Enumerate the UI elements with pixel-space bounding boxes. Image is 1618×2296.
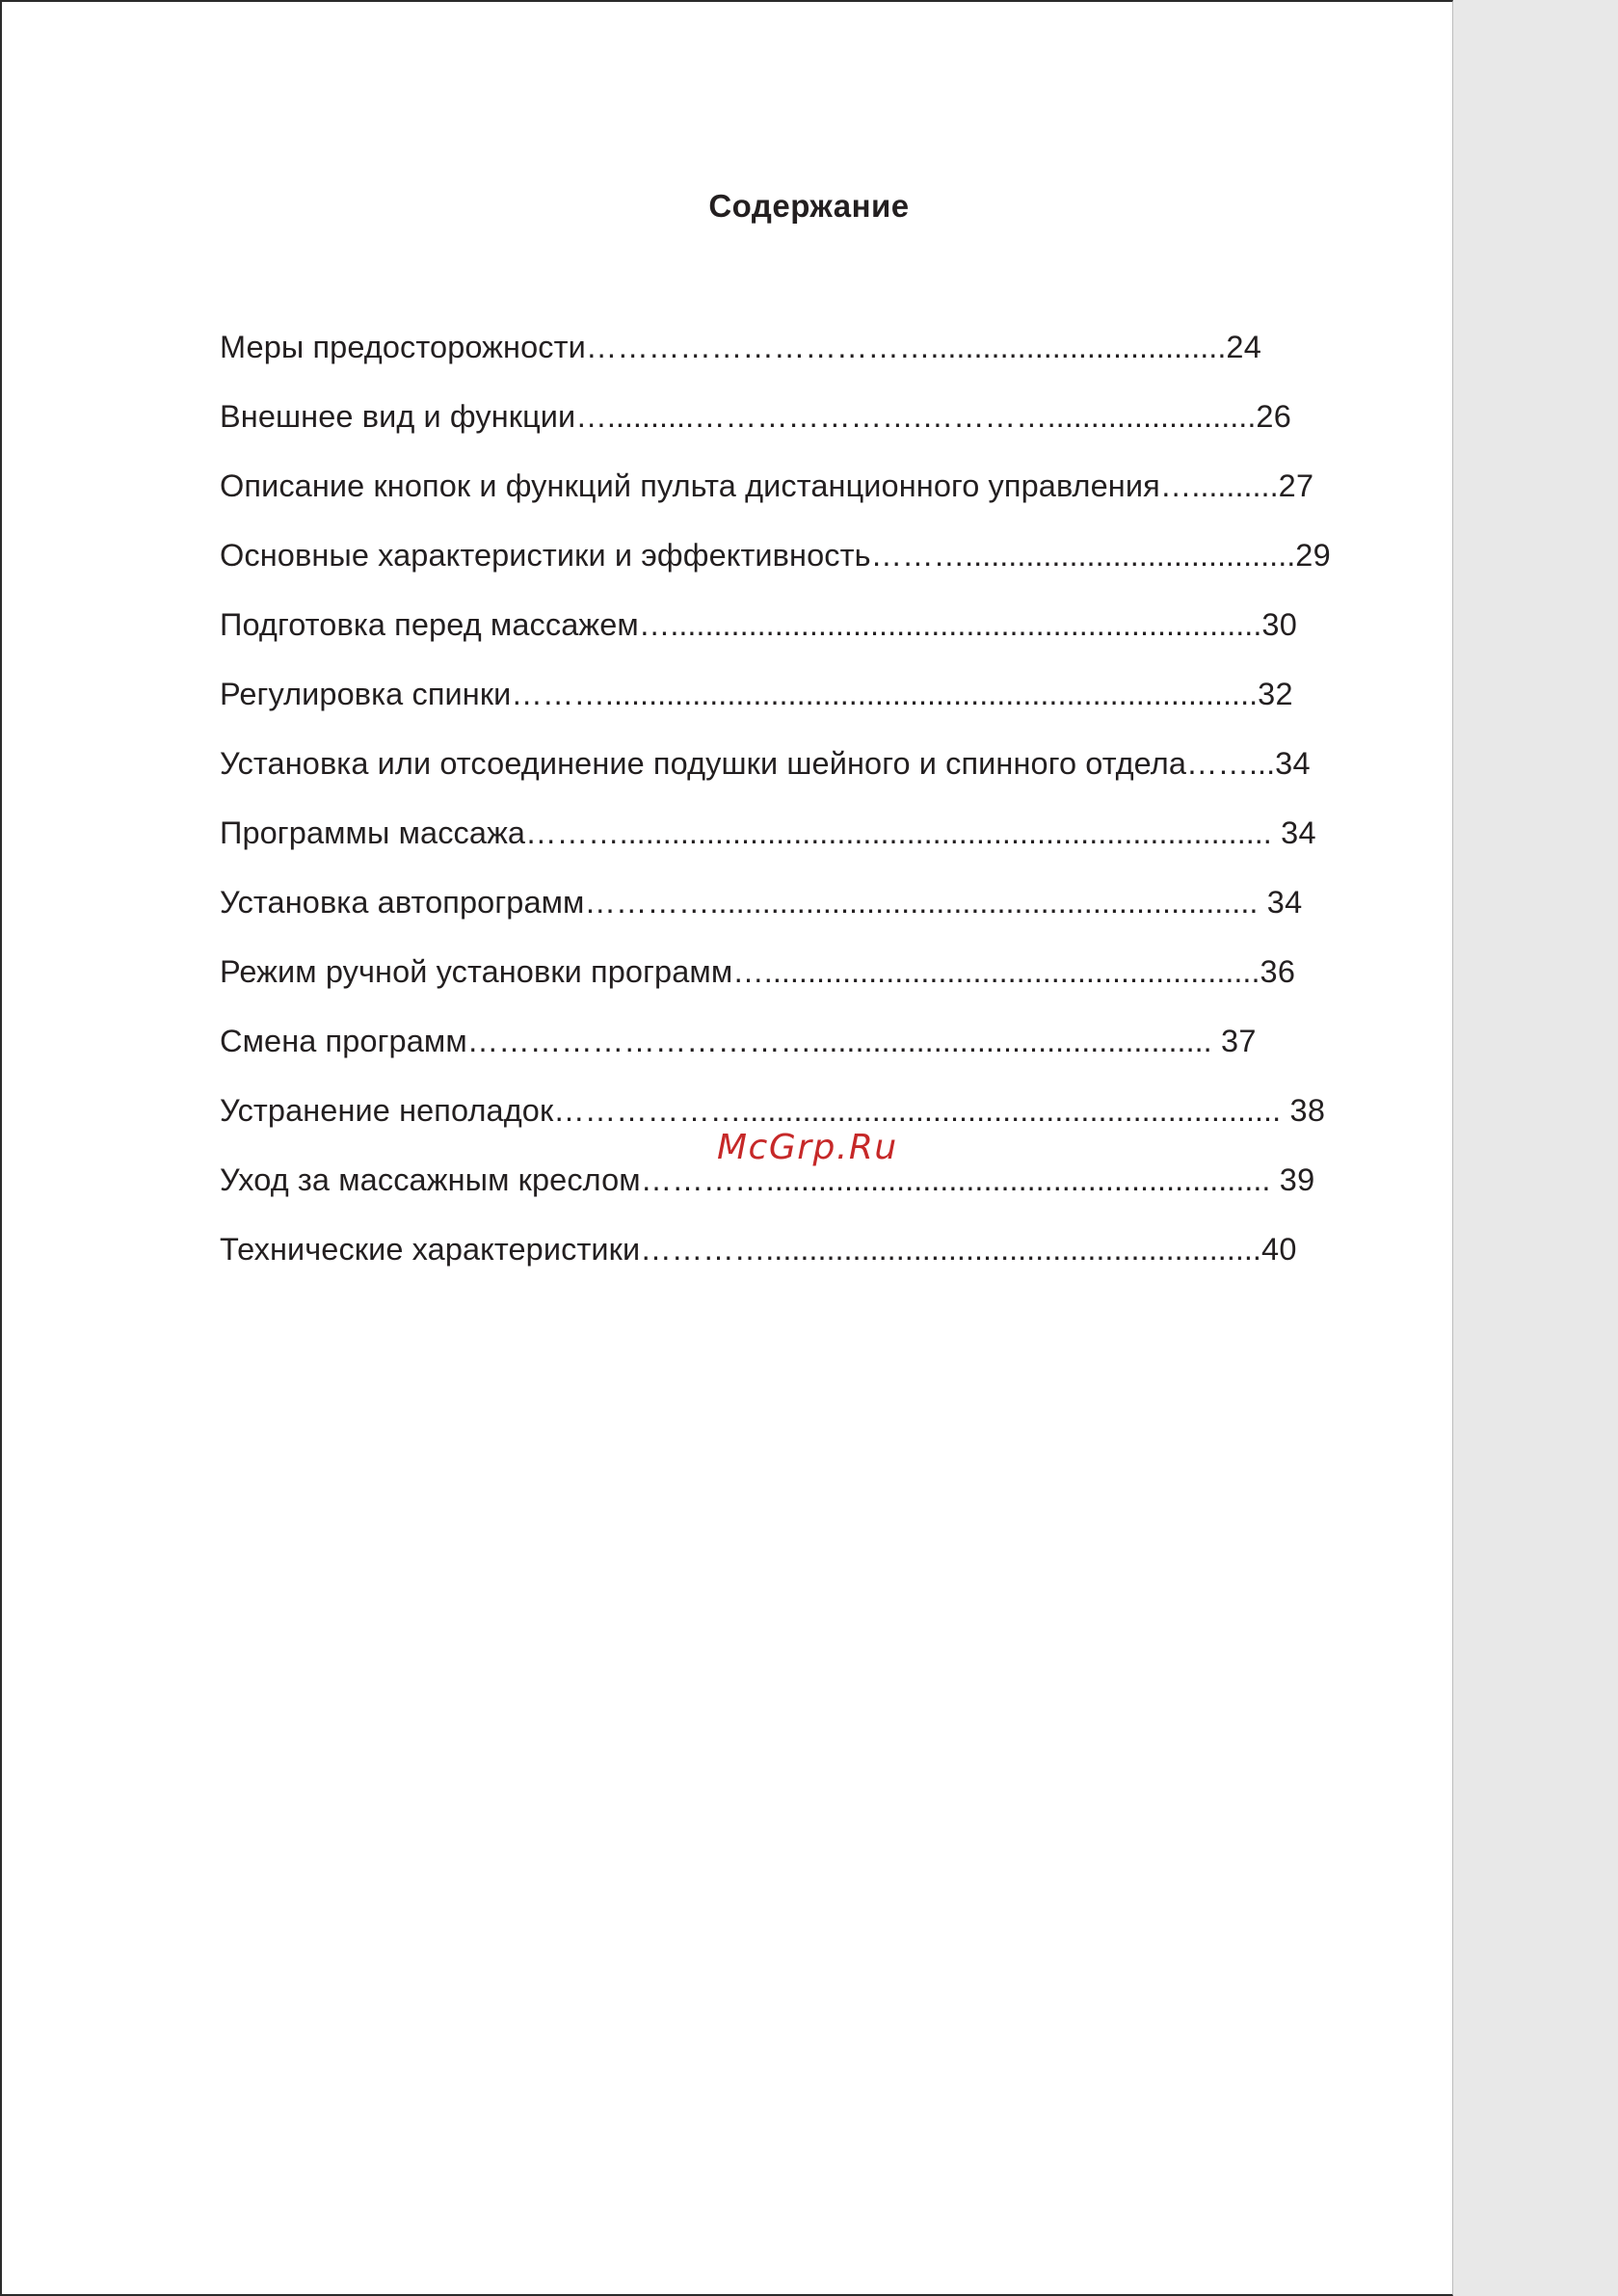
toc-entry-page: 37 [1211, 1024, 1257, 1058]
toc-entry [220, 948, 1395, 1017]
toc-entry-text: Программы массажа [220, 815, 526, 850]
toc-entry [220, 878, 1395, 948]
toc-entry-page: 40 [1260, 1232, 1297, 1267]
toc-entry-page: 38 [1281, 1093, 1326, 1128]
toc-entry [220, 323, 1395, 392]
toc-entry [220, 1017, 1395, 1086]
toc-entry-leader: …..........………………….…………........................ [575, 399, 1257, 434]
toc-entry-text: Смена программ [220, 1024, 467, 1058]
toc-entry [220, 670, 1395, 739]
toc-entry-page: 26 [1256, 399, 1292, 434]
page-title: Содержание [708, 188, 910, 224]
toc-entry-text: Меры предосторожности [220, 330, 586, 364]
toc-entry-leader: ………........................................................................... [511, 677, 1259, 711]
toc-entry-text: Внешнее вид и функции [220, 399, 576, 434]
page-gutter [1453, 0, 1618, 2296]
toc-entry [220, 462, 1395, 531]
toc-entry-page: 30 [1261, 607, 1298, 642]
toc-entry-text: Подготовка перед массажем [220, 607, 639, 642]
toc-entry-text: Режим ручной установки программ [220, 954, 733, 989]
toc-entry [220, 531, 1395, 601]
toc-entry-page: 34 [1258, 885, 1303, 920]
toc-entry-leader: …......................................................... [732, 954, 1260, 989]
toc-entry [220, 1225, 1395, 1295]
toc-entry-page: 32 [1258, 677, 1293, 711]
toc-entry-text: Уход за массажным креслом [220, 1162, 641, 1197]
toc-entry-text: Основные характеристики и эффективность [220, 538, 871, 573]
toc-entry-leader: ……... [1186, 746, 1276, 781]
toc-entry-leader: ….................................................................... [638, 607, 1262, 642]
toc-entry [220, 809, 1395, 878]
toc-entry [220, 392, 1395, 462]
toc-entry-leader: …………......................................................... [640, 1232, 1261, 1267]
toc-entry-leader: …………………………….............................................. [466, 1024, 1212, 1058]
toc-entry-leader: ………….......................................................... [640, 1162, 1271, 1197]
toc-entry-leader: ……………….............................................................. [553, 1093, 1282, 1128]
toc-entry-text: Описание кнопок и функций пульта дистанционного управления [220, 468, 1160, 503]
toc-entry-leader: …………............................................................... [584, 885, 1259, 920]
toc-entry-page: 27 [1278, 468, 1314, 503]
toc-entry-text: Установка или отсоединение подушки шейного и спинного отдела [220, 746, 1187, 781]
toc-entry-page: 24 [1226, 330, 1262, 364]
toc-entry-page: 39 [1270, 1162, 1315, 1197]
toc-entry-page: 36 [1260, 954, 1296, 989]
toc-entry-text: Установка автопрограмм [220, 885, 585, 920]
toc-entry-text: Регулировка спинки [220, 677, 512, 711]
toc-entry-page: 34 [1275, 746, 1311, 781]
toc-entry-page: 34 [1271, 815, 1316, 850]
watermark: McGrp.Ru [717, 1128, 898, 1167]
toc-entry-text: Устранение неполадок [220, 1093, 554, 1128]
toc-entry-page: 29 [1295, 538, 1332, 573]
toc-entry [220, 739, 1395, 809]
toc-entry-leader: ………........................................................................... [525, 815, 1272, 850]
toc-entry-leader: ….......... [1159, 468, 1279, 503]
toc-entry-leader: …………………………….................................. [585, 330, 1227, 364]
toc-entry [220, 601, 1395, 670]
toc-entry-text: Технические характеристики [220, 1232, 641, 1267]
toc-entry-leader: ………...................................... [870, 538, 1296, 573]
